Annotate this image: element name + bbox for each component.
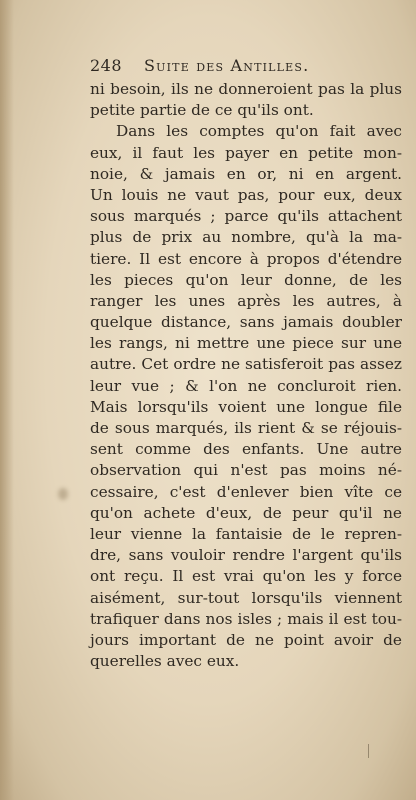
paper-stain bbox=[58, 488, 68, 500]
page-header bbox=[90, 56, 352, 78]
page-number: 248 bbox=[90, 56, 123, 75]
text-line: jours important de ne point avoir de bbox=[90, 630, 402, 649]
text-line: eux, il faut les payer en petite mon- bbox=[90, 143, 402, 162]
text-line: sent comme des enfants. Une autre bbox=[90, 440, 402, 459]
page-edge-shadow bbox=[0, 0, 14, 800]
text-line: tiere. Il est encore à propos d'étendre bbox=[90, 249, 402, 268]
text-line: ont reçu. Il est vrai qu'on les y force bbox=[90, 567, 402, 586]
text-line: sous marqués ; parce qu'ils attachent bbox=[90, 207, 402, 226]
text-line: leur vue ; & l'on ne concluroit rien. bbox=[90, 376, 402, 395]
body-text bbox=[90, 79, 402, 672]
text-line: dre, sans vouloir rendre l'argent qu'ils bbox=[90, 546, 402, 565]
text-line: cessaire, c'est d'enlever bien vîte ce bbox=[90, 482, 402, 501]
text-line: qu'on achete d'eux, de peur qu'il ne bbox=[90, 503, 402, 522]
text-line: noie, & jamais en or, ni en argent. bbox=[90, 164, 402, 183]
text-line: de sous marqués, ils rient & se réjouis- bbox=[90, 419, 402, 437]
text-line: leur vienne la fantaisie de le repren- bbox=[90, 524, 402, 543]
running-title: Suite des Antilles. bbox=[144, 56, 310, 75]
text-line: Dans les comptes qu'on fait avec bbox=[116, 122, 402, 141]
text-line: querelles avec eux. bbox=[90, 652, 240, 671]
text-line: observation qui n'est pas moins né- bbox=[90, 461, 402, 480]
text-line: aisément, sur-tout lorsqu'ils viennent bbox=[90, 588, 402, 607]
text-line: plus de prix au nombre, qu'à la ma- bbox=[90, 228, 402, 247]
text-line: les rangs, ni mettre une piece sur une bbox=[90, 334, 402, 353]
text-line: les pieces qu'on leur donne, de les bbox=[90, 270, 402, 289]
text-line: Mais lorsqu'ils voient une longue file bbox=[90, 397, 402, 416]
text-line: petite partie de ce qu'ils ont. bbox=[90, 101, 314, 120]
text-line: quelque distance, sans jamais doubler bbox=[90, 313, 402, 332]
text-line: Un louis ne vaut pas, pour eux, deux bbox=[90, 185, 402, 204]
text-line: autre. Cet ordre ne satisferoit pas assez bbox=[90, 355, 402, 374]
text-line: ni besoin, ils ne donneroient pas la plus bbox=[90, 80, 402, 98]
text-line: trafiquer dans nos isles ; mais il est tou- bbox=[90, 609, 402, 628]
page-mark bbox=[366, 744, 369, 758]
text-line: ranger les unes après les autres, à bbox=[90, 291, 402, 310]
